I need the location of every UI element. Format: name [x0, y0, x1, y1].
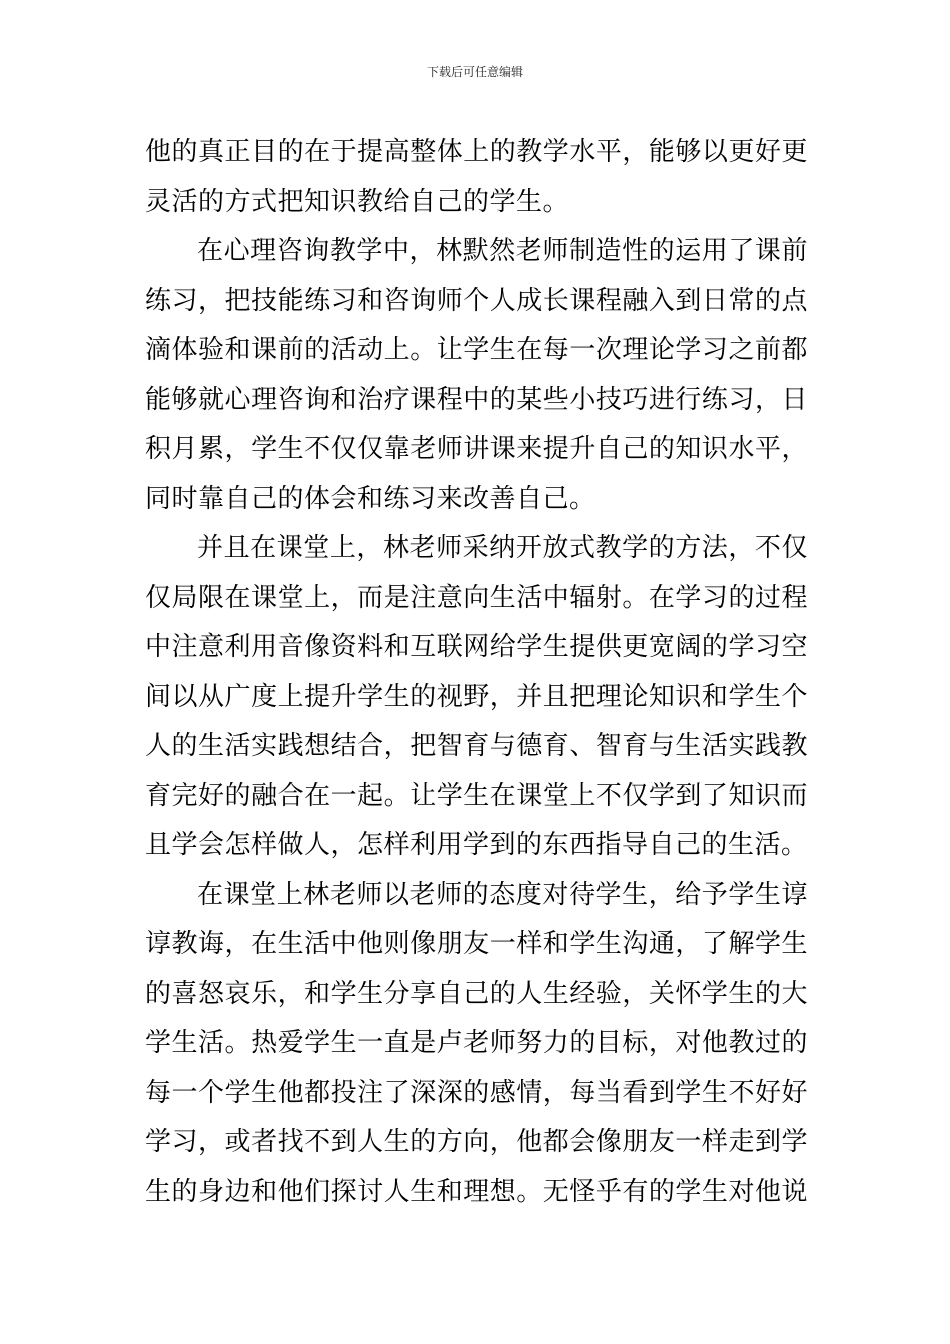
- text-line: 谆教诲，在生活中他则像朋友一样和学生沟通，了解学生: [145, 929, 808, 959]
- text-line: 仅局限在课堂上，而是注意向生活中辐射。在学习的过程: [145, 582, 808, 613]
- text-line: 同时靠自己的体会和练习来改善自己。: [145, 483, 596, 514]
- text-line: 的喜怒哀乐，和学生分享自己的人生经验，关怀学生的大: [145, 978, 808, 1009]
- text-line: 在课堂上林老师以老师的态度对待学生，给予学生谆: [197, 879, 808, 910]
- text-line: 人的生活实践想结合，把智育与德育、智育与生活实践教: [145, 731, 808, 761]
- text-line: 滴体验和课前的活动上。让学生在每一次理论学习之前都: [145, 335, 808, 365]
- text-line: 并且在课堂上，林老师采纳开放式教学的方法，不仅: [197, 533, 808, 563]
- paragraph: [145, 227, 808, 524]
- text-line: 灵活的方式把知识教给自己的学生。: [145, 186, 570, 217]
- text-line: 中注意利用音像资料和互联网给学生提供更宽阔的学习空: [145, 632, 808, 662]
- text-line: 间以从广度上提升学生的视野，并且把理论知识和学生个: [145, 681, 808, 712]
- page-header: 下载后可任意编辑: [426, 65, 523, 79]
- text-line: 育完好的融合在一起。让学生在课堂上不仅学到了知识而: [145, 780, 808, 811]
- text-line: 练习，把技能练习和咨询师个人成长课程融入到日常的点: [145, 285, 808, 316]
- text-line: 生的身边和他们探讨人生和理想。无怪乎有的学生对他说: [145, 1176, 808, 1207]
- text-line: 他的真正目的在于提高整体上的教学水平，能够以更好更: [145, 137, 808, 167]
- text-line: 学生活。热爱学生一直是卢老师努力的目标，对他教过的: [145, 1028, 808, 1058]
- document-body: [145, 128, 808, 1217]
- text-line: 且学会怎样做人，怎样利用学到的东西指导自己的生活。: [145, 830, 808, 860]
- paragraph: [145, 524, 808, 871]
- text-line: 能够就心理咨询和治疗课程中的某些小技巧进行练习，日: [145, 384, 808, 415]
- paragraph: [145, 128, 808, 227]
- text-line: 积月累，学生不仅仅靠老师讲课来提升自己的知识水平，: [145, 434, 808, 464]
- text-line: 学习，或者找不到人生的方向，他都会像朋友一样走到学: [145, 1127, 808, 1157]
- text-line: 在心理咨询教学中，林默然老师制造性的运用了课前: [197, 236, 808, 266]
- paragraph: [145, 871, 808, 1218]
- text-line: 每一个学生他都投注了深深的感情，每当看到学生不好好: [145, 1077, 808, 1108]
